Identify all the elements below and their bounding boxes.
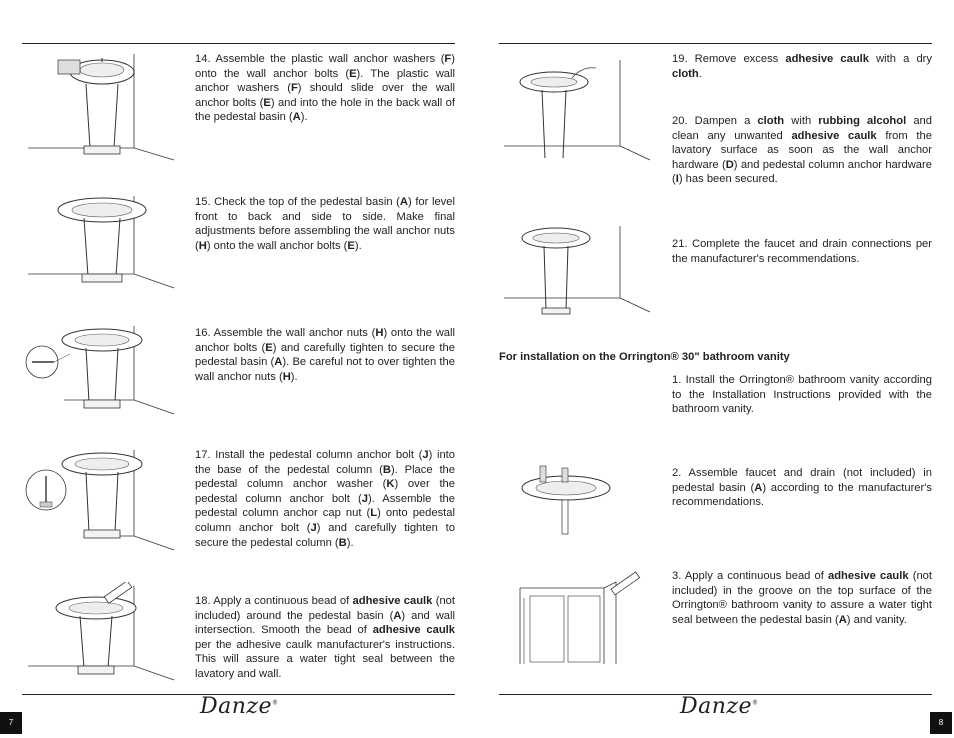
bold-term: E [263,96,271,109]
bold-term: adhesive caulk [791,129,877,142]
step-text: Apply a continuous bead of [684,570,828,582]
logo-text: Danze [680,694,753,719]
pedestal-sink-icon [500,222,656,322]
step-text: Apply a continuous bead of [213,595,353,607]
wall-anchor-detail-icon [24,322,180,422]
step-14 [195,52,455,125]
step-text: ) and vanity. [846,613,907,626]
step-text: ) has been secured. [678,173,778,186]
step-text: ) and wall intersection. Smooth the bead of [195,609,455,637]
bold-term: A [393,609,402,622]
page-number-left: 7 [0,712,22,734]
column-anchor-detail-icon [24,446,180,556]
bold-term: B [338,536,347,549]
step-text: ). Assemble the pedestal column anchor cap nut ( [195,492,456,520]
step-text: ) onto the wall anchor bolts ( [195,53,455,80]
step-number: 18. [195,595,214,607]
pedestal-sink-caulk-icon [24,582,180,682]
step-21 [672,237,932,266]
vanity-caulk-icon [500,568,656,666]
step-text: ) and carefully tighten to secure the pedestal basin ( [195,341,455,369]
step-text: with a dry [868,53,932,65]
bold-term: A [754,481,763,494]
bold-term: F [290,82,298,95]
bold-term: E [347,239,355,252]
step-text: ) should slide over the wall anchor bolts ( [195,82,455,109]
step-text: Complete the faucet and drain connections per the manufacturer's recommendations. [672,238,932,265]
bold-term: A [274,356,283,369]
step-19 [672,52,932,81]
pedestal-sink-caulk-icon [500,56,656,170]
vanity-step-1 [672,373,932,417]
bold-term: adhesive caulk [785,53,869,65]
step-text: Install the Orrington® bathroom vanity according to the Installation Instructions provided with the bathroom vanity. [672,374,932,416]
step-number: 14. [195,53,216,65]
top-rule-right [499,43,932,44]
bold-term: A [292,111,301,124]
bold-term: D [725,158,734,171]
step-text: (not included) around the pedestal basin ( [195,595,455,622]
bold-term: I [675,173,679,186]
step-text: ) and pedestal column anchor hardware ( [672,158,932,186]
bold-term: E [265,341,273,354]
step-text: Install the pedestal column anchor bolt ( [215,449,423,461]
step-text: ) into the base of the pedestal column ( [195,449,455,476]
bold-term: adhesive caulk [352,595,433,607]
step-text: per the adhesive caulk manufacturer's instructions. This will assure a water tight seal between the lavatory and wall. [195,638,455,680]
step-text: Assemble the wall anchor nuts ( [213,327,376,339]
step-number: 16. [195,327,214,339]
step-text: and clean any unwanted [672,115,932,142]
step-text: Assemble the plastic wall anchor washers ( [215,53,445,65]
step-number: 1. [672,374,686,386]
sink-on-vanity-icon [500,458,656,542]
step-text: ) onto the wall anchor bolts ( [206,239,348,252]
step-text: ) onto pedestal column anchor bolt ( [195,507,455,534]
step-text: ). Place the pedestal column anchor washer ( [195,463,455,491]
pedestal-sink-icon [24,50,180,162]
pedestal-sink-icon [24,192,180,292]
bold-term: H [198,239,207,252]
step-18 [195,594,455,682]
danze-logo: Danze® [680,694,759,719]
bold-term: J [422,449,429,461]
bold-term: J [361,492,368,505]
section-heading: For installation on the Orrington® 30" bathroom vanity [499,351,790,363]
logo-text: Danze [200,694,273,719]
vanity-step-3 [672,569,932,627]
step-number: 20. [672,115,695,127]
page-number-right: 8 [930,712,952,734]
step-text: ) and into the hole in the back wall of the pedestal basin ( [195,96,455,124]
bold-term: H [375,327,384,339]
bold-term: L [370,507,378,520]
bold-term: B [382,463,391,476]
step-number: 3. [672,570,685,582]
bold-term: A [838,613,847,626]
step-text: Dampen a [694,115,758,127]
step-text: from the lavatory surface as soon as the wall anchor hardware ( [672,129,932,171]
step-text: ). [354,239,362,252]
top-rule-left [22,43,455,44]
bold-term: J [310,521,317,534]
step-text: Remove excess [694,53,786,65]
step-number: 17. [195,449,216,461]
bold-term: rubbing alcohol [818,115,907,127]
bold-term: E [349,67,357,80]
bold-term: A [399,196,408,208]
step-text: ). [300,111,308,124]
step-text: (not included) in the groove on the top surface of the Orrington® bathroom vanity to assure a water tight seal between the pedestal basin ( [672,570,933,626]
bold-term: cloth [672,67,699,80]
step-number: 19. [672,53,695,65]
step-text: ) and carefully tighten to secure the pedestal column ( [195,521,455,549]
step-16 [195,326,455,384]
step-text: ) over the pedestal column anchor bolt ( [195,478,455,505]
step-text: ). Be careful not to over tighten the wall anchor nuts ( [195,356,455,383]
vanity-step-2 [672,466,932,510]
step-20 [672,114,932,187]
step-text: ). [346,536,354,549]
step-text: . [698,67,702,80]
bold-term: adhesive caulk [827,570,909,582]
bold-term: adhesive caulk [372,624,456,637]
bold-term: H [282,370,291,383]
step-text: Assemble faucet and drain (not included) in pedestal basin ( [672,467,932,494]
step-17 [195,448,455,550]
step-text: ) onto the wall anchor bolts ( [195,327,455,354]
step-text: ) for level front to back and side to side. Make final adjustments before assembling the wall anchor nuts ( [195,196,455,252]
step-text: Check the top of the pedestal basin ( [214,196,400,208]
step-text: ) according to the manufacturer's recommendations. [672,481,932,509]
step-text: ). [290,370,298,383]
step-text: ). The plastic wall anchor washers ( [195,67,455,95]
step-number: 21. [672,238,692,250]
bold-term: F [444,53,452,65]
step-number: 15. [195,196,215,208]
danze-logo: Danze® [200,694,279,719]
step-15 [195,195,455,253]
bold-term: K [386,478,395,491]
step-text: with [784,115,819,127]
bold-term: cloth [757,115,785,127]
step-number: 2. [672,467,689,479]
